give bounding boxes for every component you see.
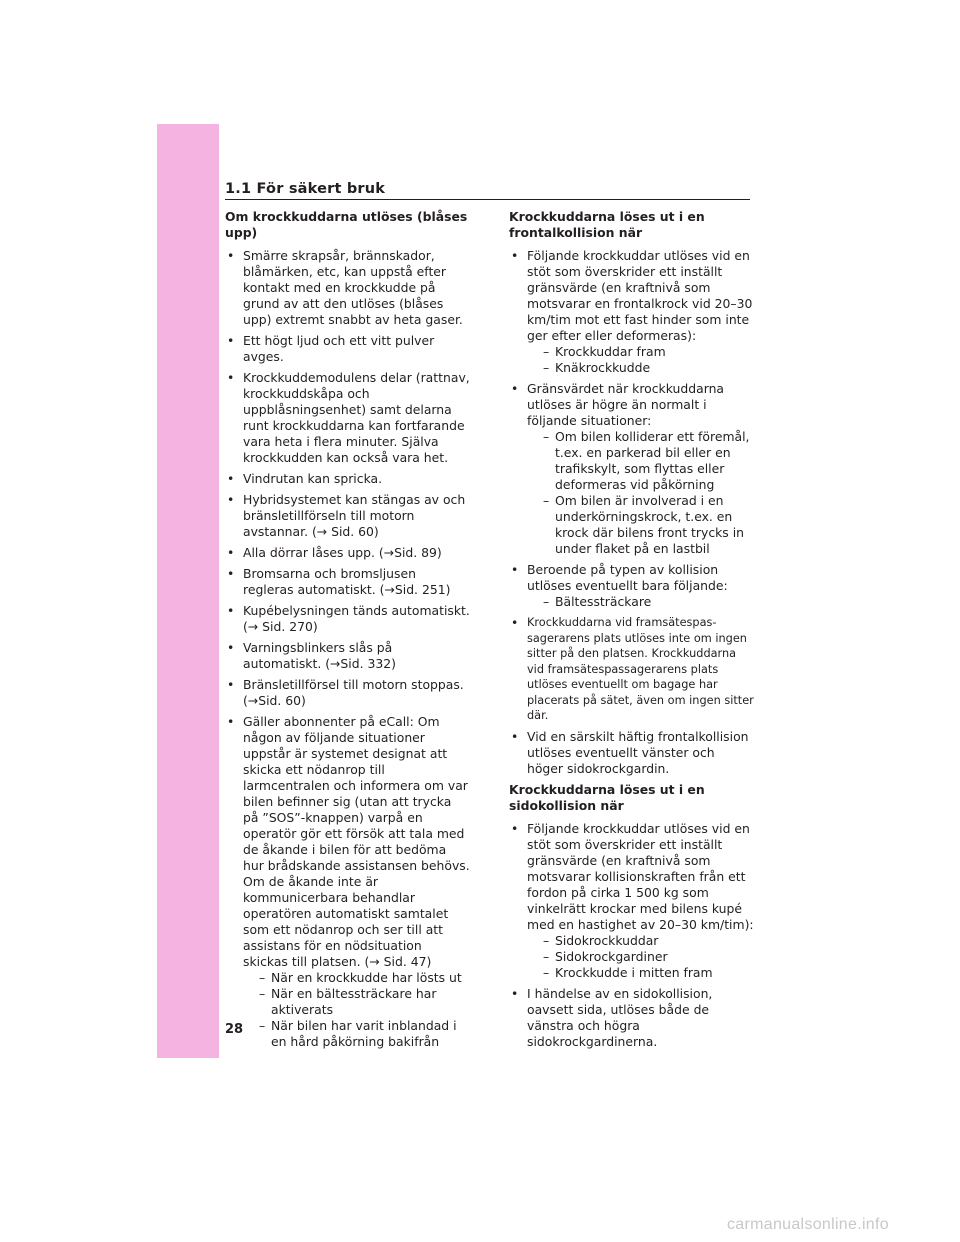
list-item-text: I händelse av en sidokollision, oavsett sida, utlöses både de vänstra och högra sidokrockgardinerna.: [527, 985, 713, 1049]
bullet-dot: •: [227, 677, 235, 692]
bullet-dot: •: [227, 603, 235, 618]
sub-item: [527, 344, 754, 360]
list-item: [225, 640, 470, 672]
sub-item: [243, 986, 470, 1018]
bullet-dot: •: [511, 615, 519, 630]
bullet-dot: •: [227, 545, 235, 560]
list-item: [509, 986, 754, 1050]
bullet-dot: •: [227, 370, 235, 385]
list-item-text: Gränsvärdet när krockkuddarna utlöses är högre än normalt i följande situationer:: [527, 381, 725, 428]
bullet-dot: •: [511, 381, 519, 396]
passenger-note: [509, 615, 754, 724]
bullet-dot: •: [227, 492, 235, 507]
list-item: [225, 248, 470, 328]
sub-item-text: Bältessträckare: [555, 594, 652, 609]
list-item-text: Bränsletillförsel till motorn stoppas. (→Sid. 60): [243, 677, 464, 708]
sub-item-text: Sidokrockkuddar: [555, 932, 659, 948]
frontal-list-2: [509, 729, 754, 777]
list-item-text: Vid en särskilt häftig frontalkollision utlöses eventuellt vänster och höger sidokrockgardin.: [527, 728, 749, 776]
list-item: [225, 492, 470, 540]
sub-dash: –: [259, 986, 266, 1001]
sub-item-text: När en bältessträckare har aktiverats: [271, 986, 437, 1017]
sub-item-text: När en krockkudde har lösts ut: [271, 970, 462, 985]
list-item: [225, 603, 470, 635]
list-item: [225, 370, 470, 466]
sub-item: [527, 594, 754, 610]
list-item: [225, 545, 470, 561]
bullet-dot: •: [227, 471, 235, 486]
sub-dash: –: [543, 344, 550, 359]
right-column: [509, 209, 754, 1055]
sub-item-text: Krockkuddar fram: [555, 344, 666, 359]
bullet-dot: •: [227, 714, 235, 729]
sub-item: [527, 933, 754, 949]
list-item-text: Smärre skrapsår, brännskador, blåmärken, etc, kan uppstå efter kontakt med en krockkudde på grund av att den utlöses (blåses upp) extremt snabbt av heta gaser.: [243, 248, 463, 327]
list-item-text: Följande krockkuddar utlöses vid en stöt som överskrider ett inställt gränsvärde (en kraftnivå som motsvarar en frontalkrock vid 20–30 km/tim mot ett fast hinder som inte ger efter eller deformeras):: [527, 248, 753, 343]
sub-item-text: Knäkrockkudde: [555, 360, 651, 375]
list-item-text: Vindrutan kan spricka.: [243, 471, 383, 486]
page-header: [225, 178, 750, 197]
list-item: [509, 381, 754, 557]
list-item-text: Beroende på typen av kollision utlöses eventuellt bara följande:: [527, 562, 728, 593]
sub-item-text: Sidokrockgardiner: [555, 948, 668, 964]
sub-item-text: Krockkudde i mitten fram: [555, 964, 713, 980]
bullet-dot: •: [227, 333, 235, 348]
deploy-list: [225, 248, 470, 1050]
bullet-dot: •: [227, 640, 235, 655]
list-item: [509, 562, 754, 610]
list-item-text: Kupébelysningen tänds automatiskt. (→ Sid. 270): [243, 603, 470, 634]
list-item: [509, 821, 754, 981]
sub-dash: –: [543, 932, 550, 948]
bullet-dot: •: [227, 248, 235, 263]
bullet-dot: •: [511, 728, 519, 744]
side-heading: Krockkuddarna löses ut i en sidokollision när: [509, 781, 705, 813]
section-title: 1.1 För säkert bruk: [225, 181, 386, 197]
sub-item: [243, 1018, 470, 1050]
page-number: 28: [225, 1022, 244, 1037]
sub-item: [527, 429, 754, 493]
sub-item: [243, 970, 470, 986]
sub-item: [527, 949, 754, 965]
bullet-dot: •: [511, 820, 519, 836]
list-item-text: Krockkuddemodulens delar (rattnav, krockkuddskåpa och uppblåsningsenhet) samt delarna runt krockkuddarna kan fortfarande vara heta i flera minuter. Själva krockkudden kan också vara het.: [243, 370, 470, 465]
list-item-text: Alla dörrar låses upp. (→Sid. 89): [243, 545, 442, 560]
header-rule: [225, 199, 750, 200]
frontal-list: [509, 248, 754, 610]
note-text: Krockkuddarna vid framsätespas-sagerarens plats utlöses inte om ingen sitter på den platsen. Krockkuddarna vid framsätespassagerarens plats utlöses eventuellt om bagage har placerats på sätet, även om ingen sitter där.: [527, 616, 754, 722]
list-item-text: Följande krockkuddar utlöses vid en stöt som överskrider ett inställt gränsvärde (en kraftnivå som motsvarar kollisionskraften från ett fordon på cirka 1 500 kg som vinkelrätt krockar med bilens kupé med en hastighet av 20–30 km/tim):: [527, 820, 754, 932]
sub-dash: –: [543, 429, 550, 444]
chapter-tab: [157, 124, 219, 1058]
sub-dash: –: [259, 1018, 266, 1033]
sub-item-text: Om bilen kolliderar ett föremål, t.ex. en parkerad bil eller en trafikskylt, som flyttas eller deformeras vid påkörning: [555, 429, 750, 492]
list-item-text: Bromsarna och bromsljusen regleras automatiskt. (→Sid. 251): [243, 566, 451, 597]
bullet-dot: •: [227, 566, 235, 581]
list-item-text: Ett högt ljud och ett vitt pulver avges.: [243, 333, 435, 364]
sub-item: [527, 360, 754, 376]
list-item: [225, 471, 470, 487]
sub-dash: –: [543, 948, 550, 964]
sub-item: [527, 965, 754, 981]
frontal-heading: Krockkuddarna löses ut i en frontalkollision när: [509, 209, 705, 240]
side-list: [509, 821, 754, 1050]
deploy-heading: Om krockkuddarna utlöses (blåses upp): [225, 209, 468, 240]
list-item: [225, 714, 470, 1050]
sub-item: [527, 493, 754, 557]
list-item: [509, 248, 754, 376]
left-column: [225, 209, 470, 1055]
sub-dash: –: [543, 360, 550, 375]
sub-item-text: När bilen har varit inblandad i en hård påkörning bakifrån: [271, 1018, 457, 1049]
sub-dash: –: [543, 493, 550, 508]
bullet-dot: •: [511, 985, 519, 1001]
list-item: [225, 333, 470, 365]
watermark[interactable]: carmanualsonline.info: [727, 1216, 889, 1233]
sub-dash: –: [543, 594, 550, 609]
list-item: [225, 566, 470, 598]
list-item: [509, 729, 754, 777]
sub-dash: –: [259, 970, 266, 985]
bullet-dot: •: [511, 248, 519, 263]
sub-dash: –: [543, 964, 550, 980]
bullet-dot: •: [511, 562, 519, 577]
list-item-text: Gäller abonnenter på eCall: Om någon av följande situationer uppstår är systemet designat att skicka ett nödanrop till larmcentralen och informera om var bilen befinner sig (utan att trycka på ”SOS”-knappen) varpå en operatör gör ett försök att tala med de åkande i bilen för att bedöma hur brådskande assistansen behövs. Om de åkande inte är kommunicerbara behandlar operatören automatiskt samtalet som ett nödanrop och ser till att assistans för en nödsituation skickas till platsen. (→ Sid. 47): [243, 714, 470, 969]
list-item: [225, 677, 470, 709]
sub-item-text: Om bilen är involverad i en underkörningskrock, t.ex. en krock där bilens front trycks in under flaket på en lastbil: [555, 493, 744, 556]
list-item-text: Hybridsystemet kan stängas av och bränsletillförseln till motorn avstannar. (→ Sid. 60): [243, 492, 466, 539]
list-item-text: Varningsblinkers slås på automatiskt. (→Sid. 332): [243, 640, 396, 671]
